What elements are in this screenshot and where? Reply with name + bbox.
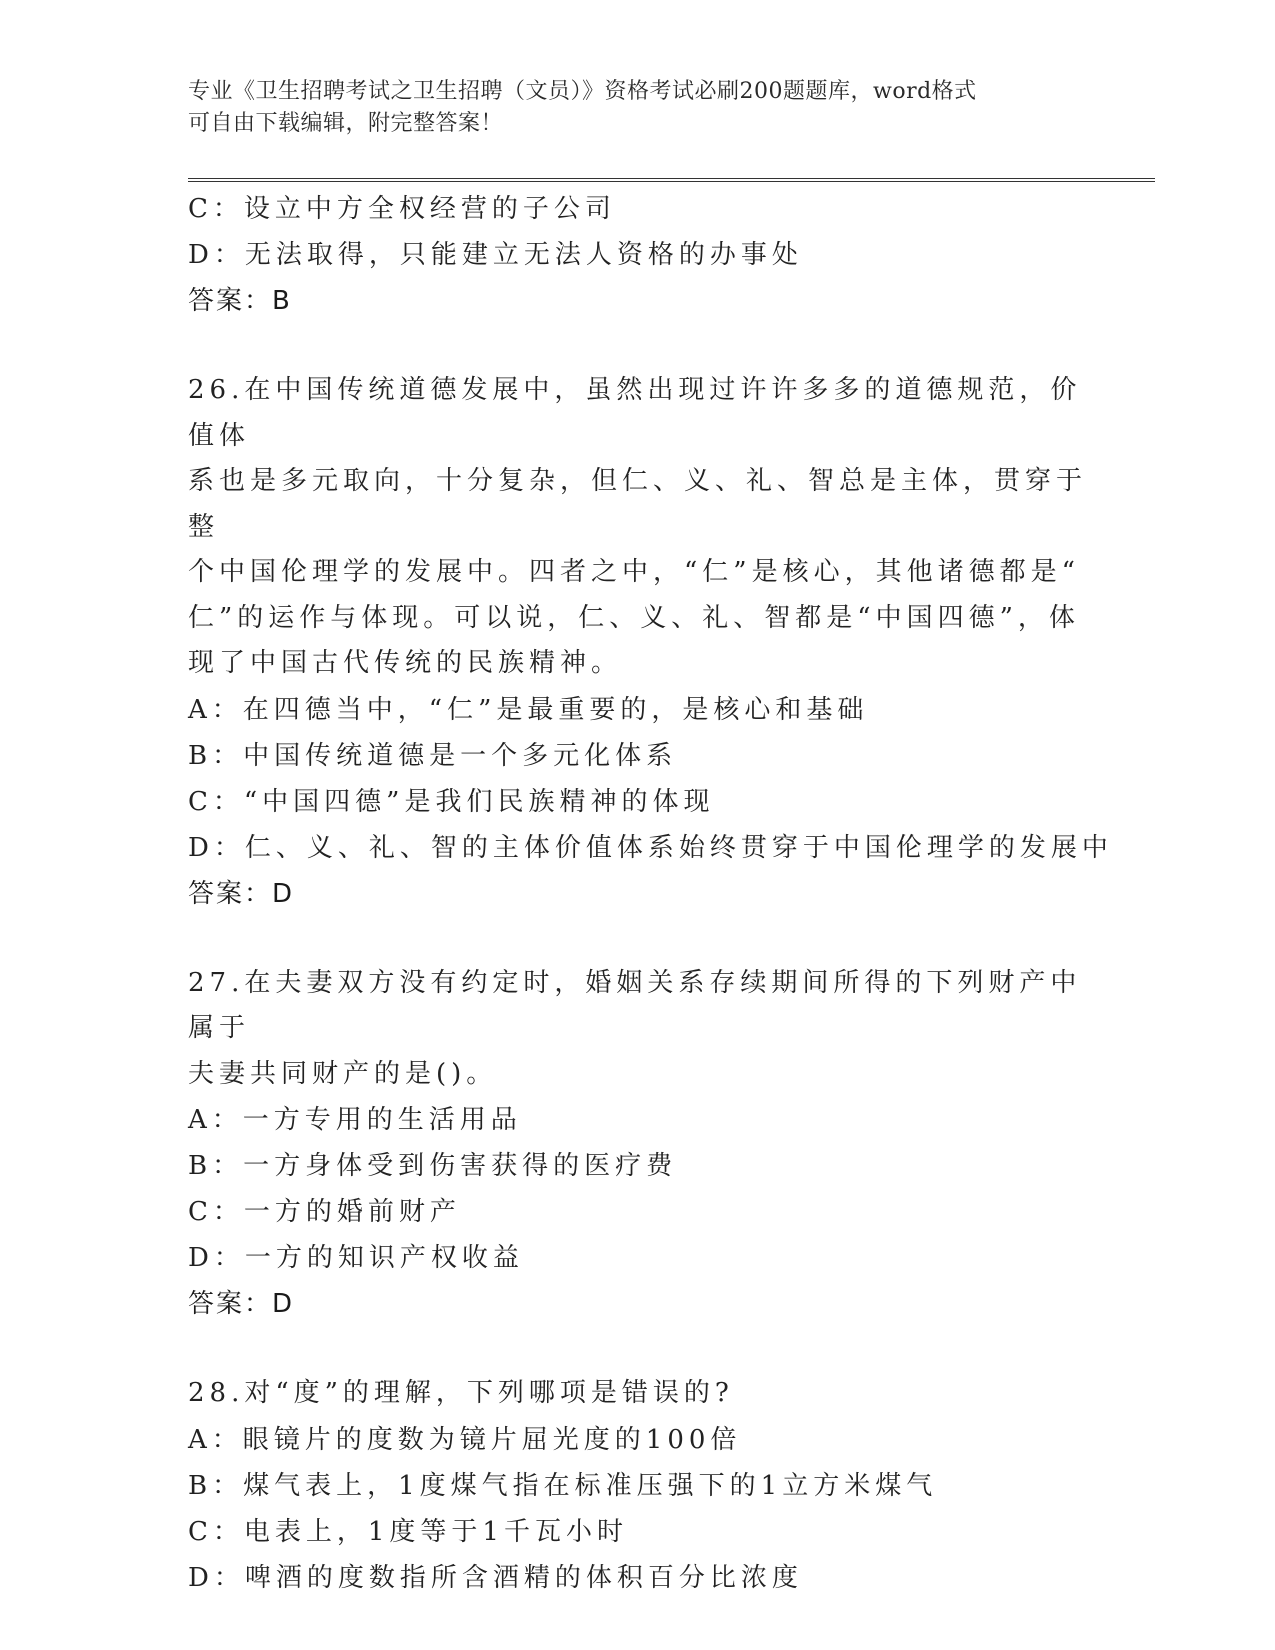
header-title-line-2: 可自由下载编辑，附完整答案！ (188, 111, 504, 136)
page-header (188, 76, 1068, 140)
question-26 (188, 368, 1113, 917)
question-28 (188, 1371, 1088, 1601)
header-divider (188, 178, 1155, 182)
stem-line: 现了中国古代传统的民族精神。 (188, 648, 623, 678)
option-c: C：一方的婚前财产 (188, 1197, 461, 1227)
stem-line: 系也是多元取向，十分复杂，但仁、义、礼、智总是主体，贯穿于整 (188, 466, 1088, 542)
question-stem (188, 368, 1088, 687)
header-title-line-1: 专业《卫生招聘考试之卫生招聘（文员）》资格考试必刷200题题库，word格式 (188, 79, 977, 104)
stem-line: 个中国伦理学的发展中。四者之中，“仁”是核心，其他诸德都是“ (188, 557, 1080, 587)
question-stem (188, 961, 1088, 1098)
option-b: B：一方身体受到伤害获得的医疗费 (188, 1151, 678, 1181)
option-a: A：眼镜片的度数为镜片屈光度的100倍 (188, 1424, 742, 1455)
answer-line: 答案：D (188, 878, 295, 909)
option-b: B：中国传统道德是一个多元化体系 (188, 740, 678, 771)
option-d: D：仁、义、礼、智的主体价值体系始终贯穿于中国伦理学的发展中 (188, 832, 1113, 863)
option-a: A：在四德当中，“仁”是最重要的，是核心和基础 (188, 694, 869, 725)
stem-line: 仁”的运作与体现。可以说，仁、义、礼、智都是“中国四德”，体 (188, 602, 1080, 633)
option-d: D：无法取得，只能建立无法人资格的办事处 (188, 240, 803, 270)
question-stem (188, 1371, 1088, 1417)
option-a: A：一方专用的生活用品 (188, 1105, 522, 1135)
answer-line: 答案：B (188, 286, 292, 316)
option-c: C：设立中方全权经营的子公司 (188, 194, 616, 224)
question-27 (188, 961, 1088, 1328)
previous-question-tail (188, 186, 1088, 324)
option-c: C：电表上，1度等于1千瓦小时 (188, 1516, 628, 1547)
stem-line: 夫妻共同财产的是()。 (188, 1058, 498, 1089)
answer-line: 答案：D (188, 1289, 295, 1319)
stem-line: 26.在中国传统道德发展中，虽然出现过许许多多的道德规范，价值体 (188, 375, 1082, 451)
option-d: D：啤酒的度数指所含酒精的体积百分比浓度 (188, 1562, 803, 1593)
stem-line: 27.在夫妻双方没有约定时，婚姻关系存续期间所得的下列财产中属于 (188, 967, 1082, 1043)
document-body (188, 186, 1113, 1601)
stem-line: 28.对“度”的理解，下列哪项是错误的? (188, 1378, 734, 1408)
option-b: B：煤气表上，1度煤气指在标准压强下的1立方米煤气 (188, 1470, 938, 1501)
option-d: D：一方的知识产权收益 (188, 1243, 524, 1273)
option-c: C：“中国四德”是我们民族精神的体现 (188, 786, 715, 817)
